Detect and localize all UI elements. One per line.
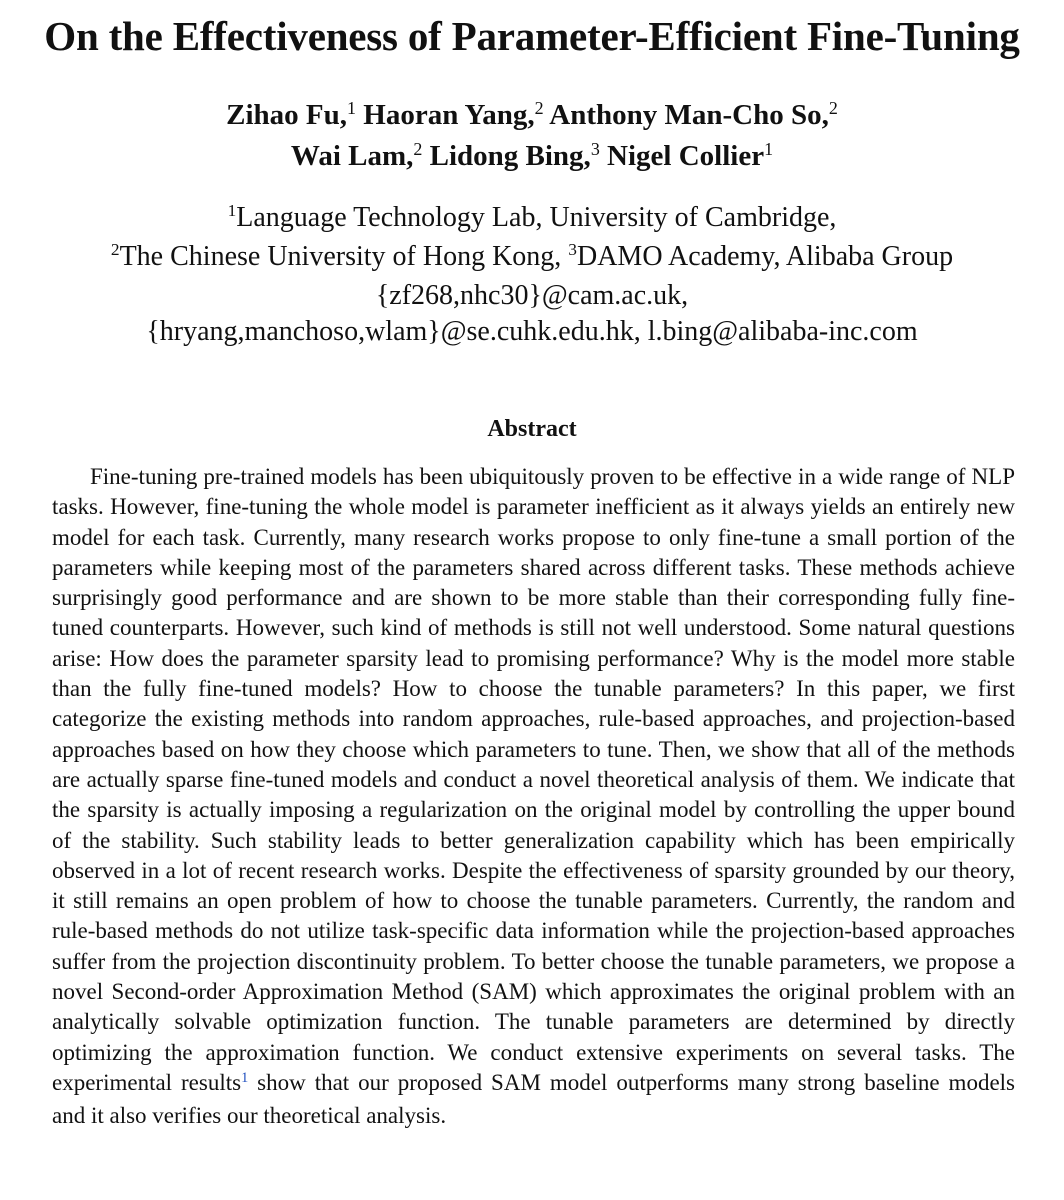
author-name: Anthony Man-Cho So, — [549, 99, 829, 131]
affiliation-marker: 2 — [413, 139, 423, 160]
affiliation-marker: 1 — [227, 201, 237, 221]
author-name: Wai Lam, — [290, 140, 414, 172]
affiliation-marker: 2 — [534, 98, 544, 119]
affiliation-marker: 2 — [110, 240, 120, 260]
affiliation-marker: 3 — [568, 240, 577, 260]
abstract-text: Fine-tuning pre-trained models has been ubiquitously proven to be effective in a wide range of NLP tasks. However, fine-tuning the whole model is parameter inefficient as it always yields an entirely new model for each task. Currently, many research works propose to only fine-tune a small portion of the parameters while keeping most of the parameters shared across different tasks. These methods achieve surprisingly good performance and are shown to be more stable than their corresponding fully fine-tuned counterparts. However, such kind of methods is still not well understood. Some natural questions arise: How does the parameter sparsity lead to promising performance? Why is the model more stable than the fully fine-tuned models? How to choose the tunable parameters? In this paper, we first categorize the existing methods into random approaches, rule-based approaches, and projection-based approaches based on how they choose which parameters to tune. Then, we show that all of the methods are actually sparse fine-tuned models and conduct a novel theoretical analysis of them. We indicate that the sparsity is actually imposing a regularization on the original model by controlling the upper bound of the stability. Such stability leads to better generalization capability which has been empirically observed in a lot of recent research works. Despite the effectiveness of sparsity grounded by our theory, it still remains an open problem of how to choose the tunable parameters. Currently, the random and rule-based methods do not utilize task-specific data information while the projection-based approaches suffer from the projection discontinuity problem. To better choose the tunable parameters, we propose a novel Second-order Approximation Method (SAM) which approximates the original problem with an analytically solvable optimization function. The tunable parameters are determined by directly optimizing the approximation function. We conduct extensive experiments on several tasks. The experimental results — [52, 464, 1015, 1095]
abstract-text-continued: show that our proposed SAM model outperforms many strong baseline models and it also verifies our theoretical analysis. — [52, 1069, 1015, 1129]
affiliation-marker: 1 — [764, 139, 774, 160]
affiliation-marker: 1 — [347, 98, 357, 119]
author-list — [0, 96, 1064, 178]
affiliation-line-2 — [0, 239, 1064, 278]
email-line-1: {zf268,nhc30}@cam.ac.uk, — [375, 280, 689, 311]
author-name: Haoran Yang, — [363, 99, 535, 131]
affiliation-text: Language Technology Lab, University of Cambridge, — [236, 202, 837, 233]
affiliation-text: DAMO Academy, Alibaba Group — [576, 241, 954, 272]
affiliation-text: The Chinese University of Hong Kong, — [119, 241, 569, 272]
author-line-1 — [0, 96, 1064, 137]
author-line-2 — [0, 137, 1064, 178]
affiliation-line-1 — [0, 200, 1064, 239]
email-line-2: {hryang,manchoso,wlam}@se.cuhk.edu.hk, l.bing@alibaba-inc.com — [146, 316, 918, 347]
affiliation-marker: 3 — [590, 139, 600, 160]
affiliations — [0, 200, 1064, 350]
affiliation-marker: 2 — [828, 98, 838, 119]
author-name: Zihao Fu, — [226, 99, 348, 131]
abstract-body — [52, 462, 1015, 1132]
paper-title: On the Effectiveness of Parameter-Efficient Fine-Tuning — [44, 13, 1020, 59]
abstract-heading: Abstract — [487, 416, 577, 442]
author-name: Lidong Bing, — [429, 140, 591, 172]
footnote-link[interactable]: 1 — [241, 1070, 249, 1087]
author-name: Nigel Collier — [607, 140, 765, 172]
